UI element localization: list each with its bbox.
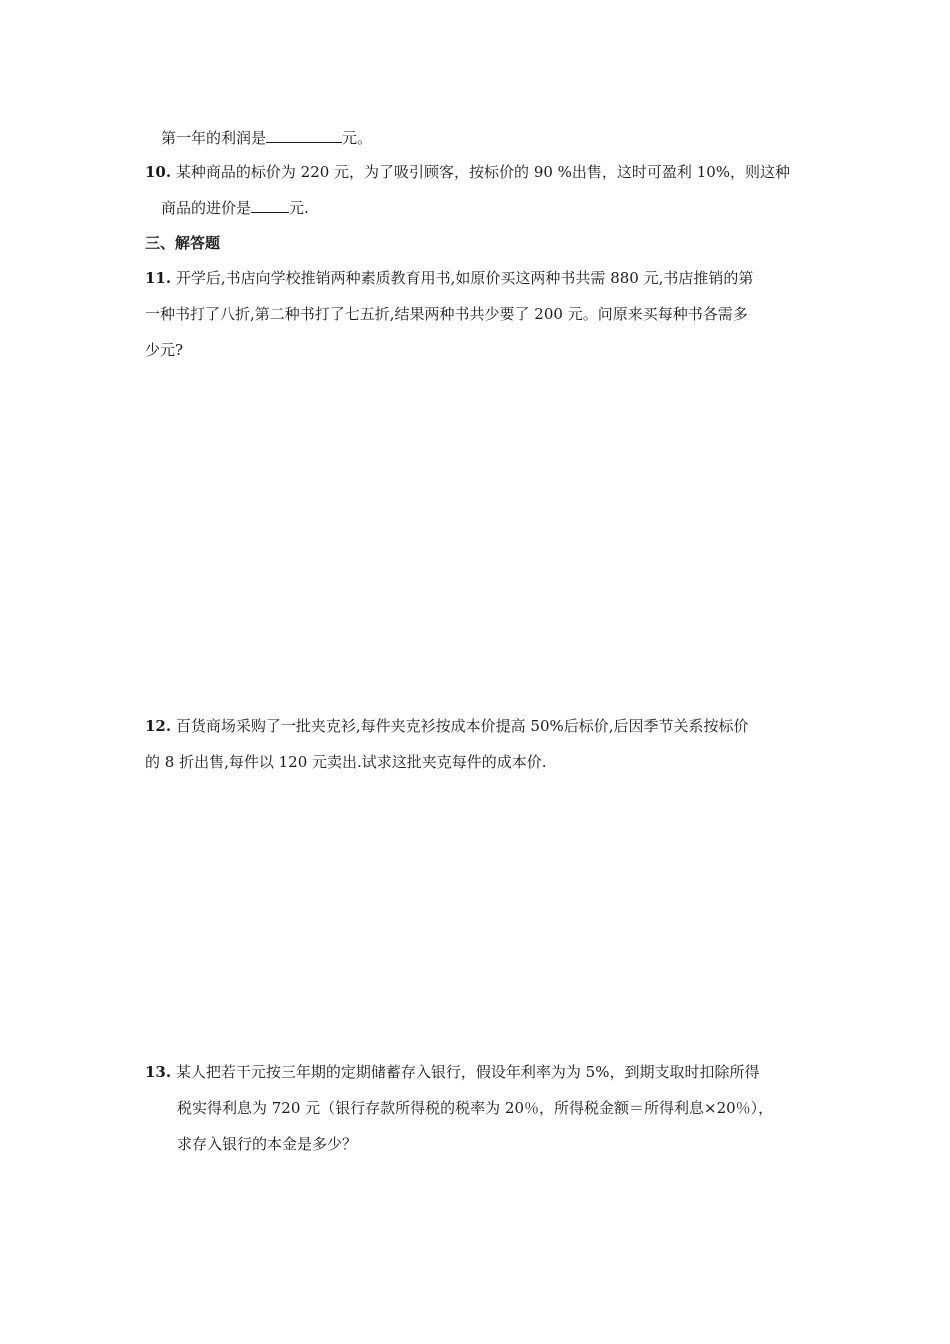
q10-number: 10.: [145, 163, 172, 181]
q13-line1: [145, 1062, 759, 1082]
q13-text-line1: 某人把若干元按三年期的定期储蓄存入银行，假设年利率为为 5%，到期支取时扣除所得: [175, 1063, 760, 1081]
q11-line1: [145, 268, 753, 288]
q9-answer-blank[interactable]: [266, 128, 342, 143]
q10-suffix: 元.: [289, 199, 309, 217]
q9-suffix: 元。: [342, 129, 373, 147]
q10-prefix: 商品的进价是: [161, 199, 252, 217]
q12-line1: [145, 716, 749, 736]
q11-line3: 少元?: [145, 341, 184, 359]
q9-prefix: 第一年的利润是: [161, 129, 267, 147]
q11-line2: 一种书打了八折,第二种书打了七五折,结果两种书共少要了 200 元。问原来买每种书各需多: [145, 305, 748, 323]
q11-text-line1: 开学后,书店向学校推销两种素质教育用书,如原价买这两种书共需 880 元,书店推销的第: [175, 269, 754, 287]
q13-line2: 税实得利息为 720 元（银行存款所得税的税率为 20％，所得税金额＝所得利息×20％），: [177, 1099, 774, 1117]
q12-text-line1: 百货商场采购了一批夹克衫,每件夹克衫按成本价提高 50%后标价,后因季节关系按标价: [175, 717, 749, 735]
section-title: 三、解答题: [145, 234, 221, 252]
q13-line3: 求存入银行的本金是多少？: [177, 1135, 358, 1153]
q12-line2: 的 8 折出售,每件以 120 元卖出.试求这批夹克每件的成本价.: [145, 753, 547, 771]
q9-answer-line: [161, 128, 372, 148]
q10-line1: [145, 162, 790, 182]
q11-number: 11.: [145, 269, 172, 287]
q10-text-line1: 某种商品的标价为 220 元，为了吸引顾客，按标价的 90 %出售，这时可盈利 10%，则这种: [175, 163, 791, 181]
q13-number: 13.: [145, 1063, 172, 1081]
q12-number: 12.: [145, 717, 172, 735]
q10-line2: [161, 198, 309, 218]
q10-answer-blank[interactable]: [251, 198, 289, 213]
